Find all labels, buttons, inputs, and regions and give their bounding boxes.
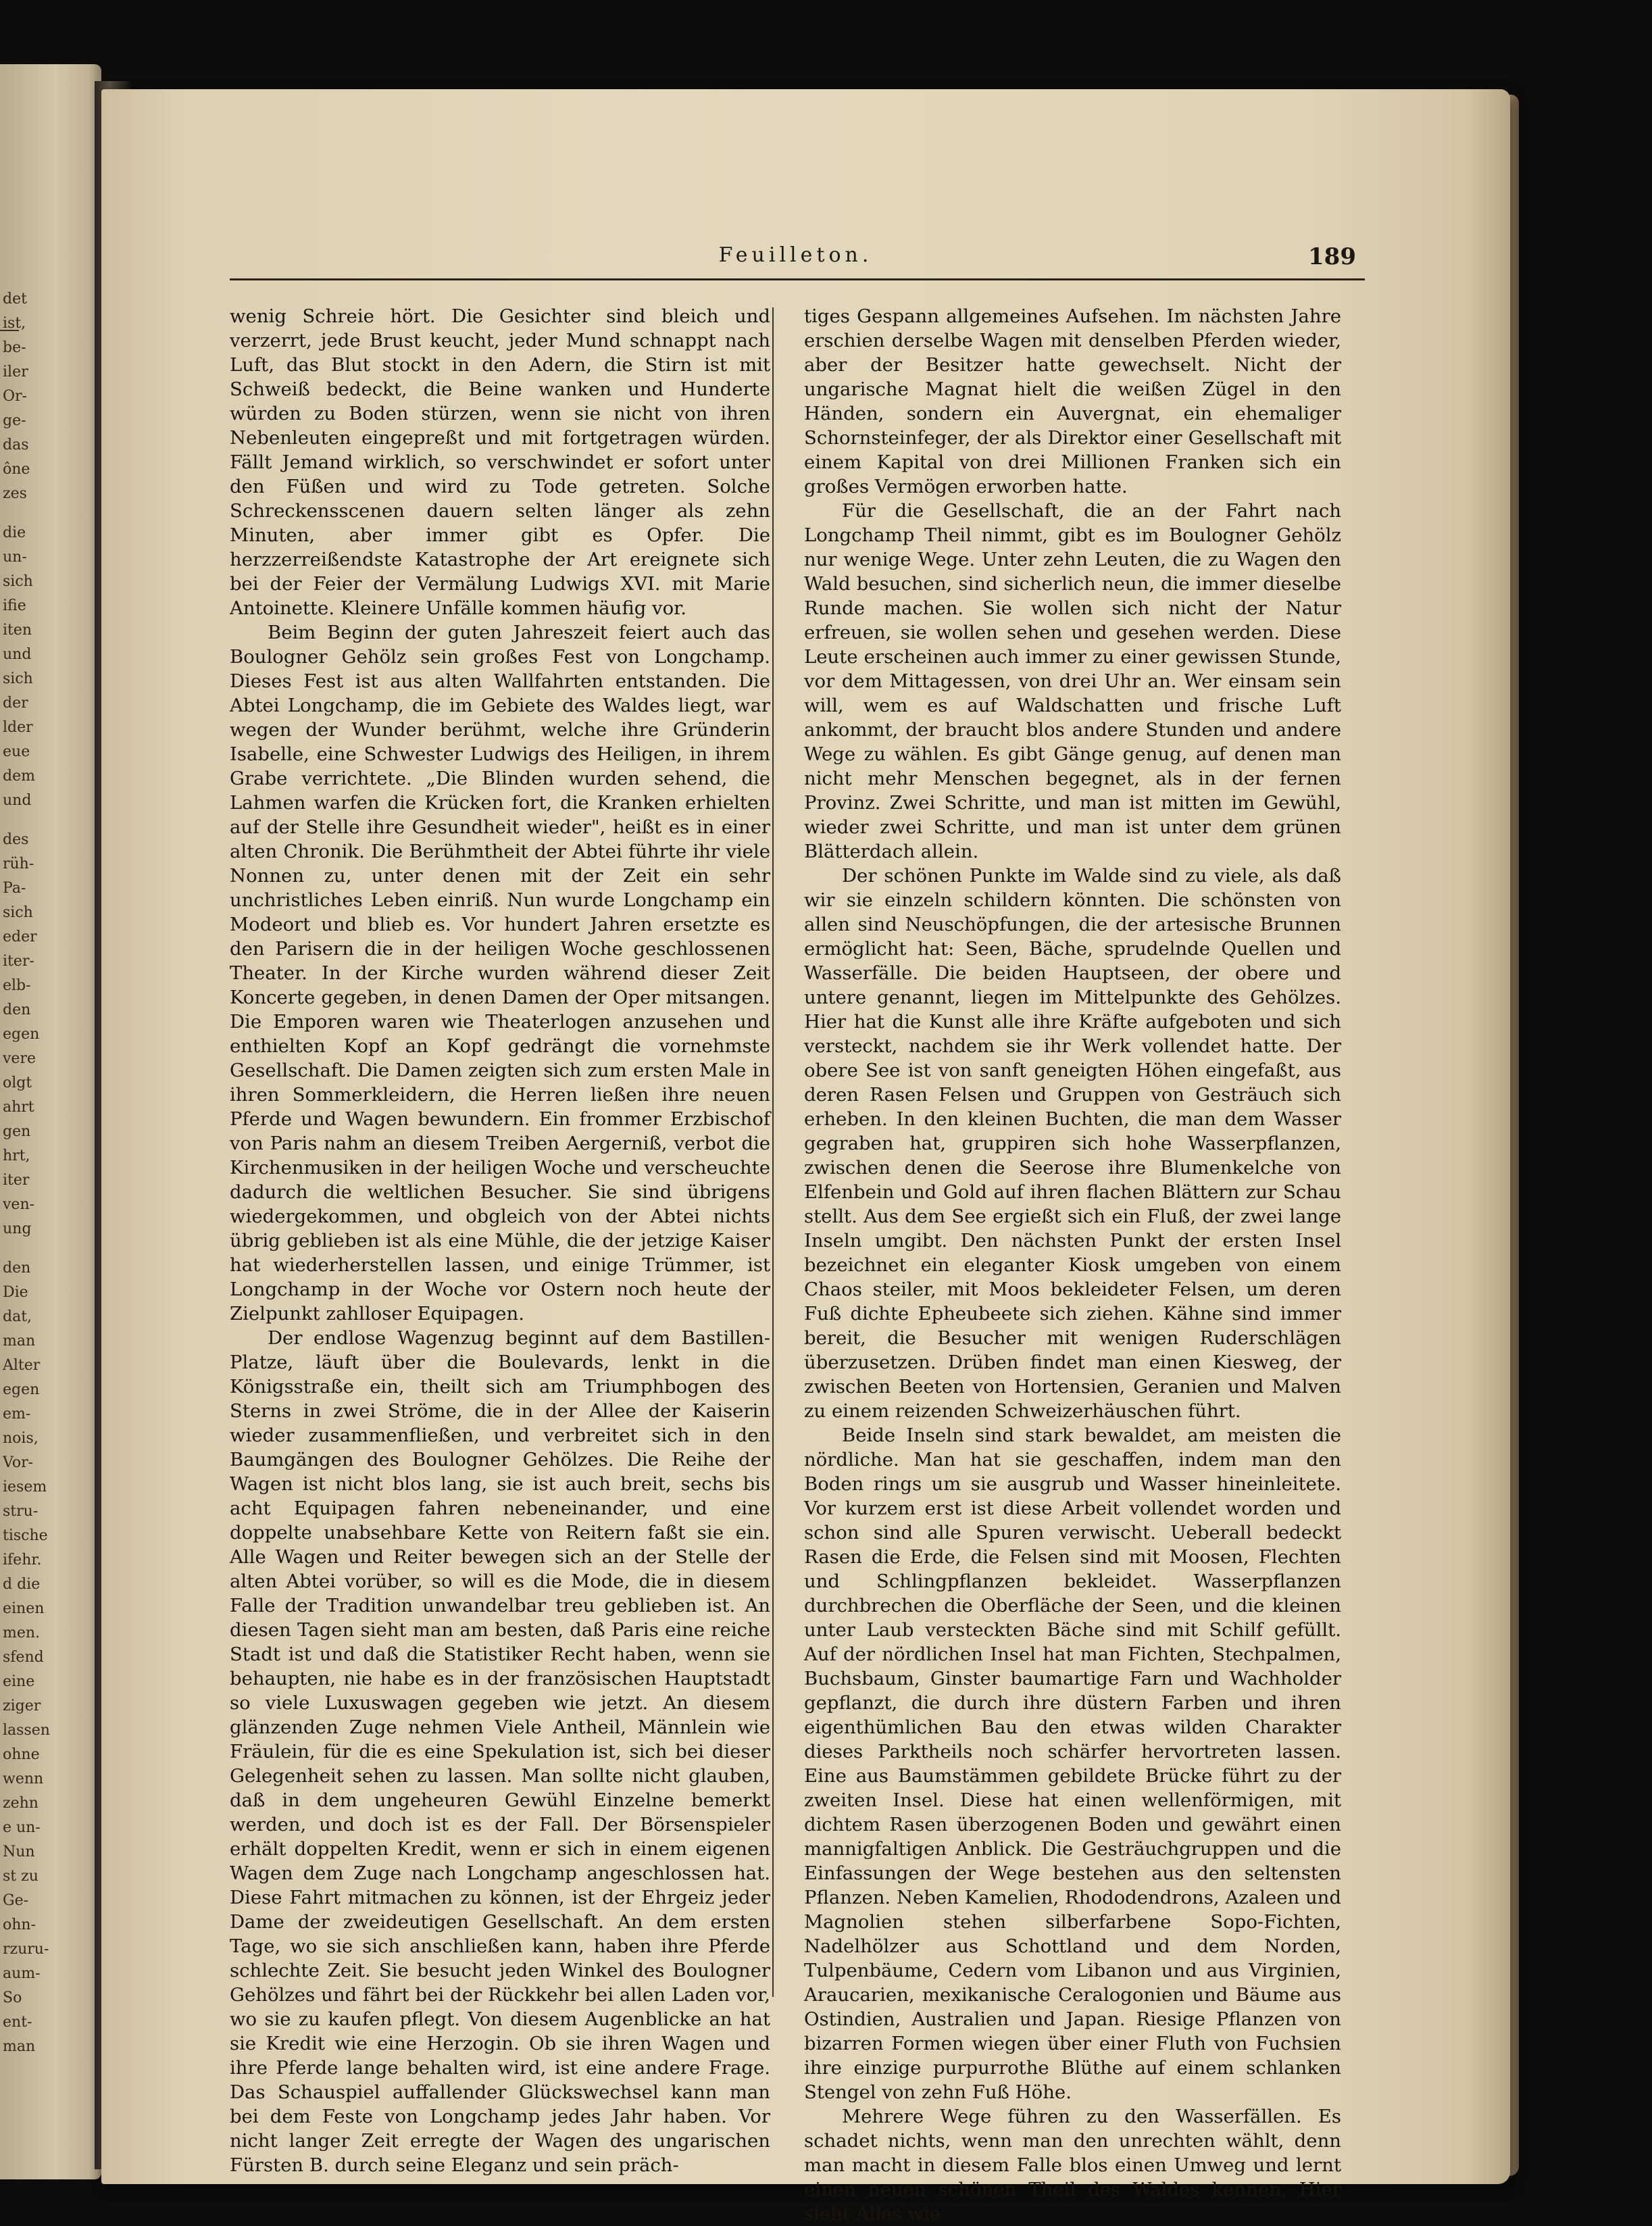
page-number: 189	[1308, 243, 1356, 270]
facing-page-line: egen	[3, 1026, 40, 1043]
column-divider	[772, 307, 774, 1997]
facing-page-line: d die	[3, 1576, 41, 1593]
facing-page-line: ge-	[3, 412, 26, 429]
facing-page-line: ung	[3, 1220, 32, 1237]
facing-page-line: man	[3, 1333, 36, 1350]
facing-page-line: ahrt	[3, 1099, 34, 1116]
facing-page-line: man	[3, 2038, 36, 2055]
paragraph: Für die Gesellschaft, die an der Fahrt nach Longchamp Theil nimmt, gibt es im Boulogner Gehölz nur wenige Wege. Unter zehn Leuten, die zu Wagen den Wald besuchen, sind sicherlich neun, die immer dieselbe Runde machen. Sie wollen sich nicht der Natur erfreuen, sie wollen sehen und gesehen werden. Diese Leute erscheinen auch immer zu einer gewissen Stunde, vor dem Mittagessen, von drei Uhr an. Wer einsam sein will, wem es auf Waldschatten und frische Luft ankommt, der braucht blos andere Stunden und andere Wege zu wählen. Es gibt Gänge genug, auf denen man nicht mehr Menschen begegnet, als in der fernen Provinz. Zwei Schritte, und man ist mitten im Gewühl, wieder zwei Schritte, und man ist unter dem grünen Blätterdach allein.	[804, 500, 1341, 862]
facing-page-line: den	[3, 1260, 31, 1277]
facing-page-line: iter-	[3, 953, 34, 970]
facing-page-line: st zu	[3, 1868, 39, 1885]
facing-page-line: Nun	[3, 1844, 35, 1860]
facing-page-line: des	[3, 831, 29, 848]
running-head: Feuilleton.	[718, 243, 873, 267]
facing-page-line: men.	[3, 1625, 41, 1641]
facing-page-line: iler	[3, 364, 28, 380]
facing-page-line: vere	[3, 1050, 36, 1067]
facing-page-line: Die	[3, 1284, 28, 1301]
facing-page-line: dat,	[3, 1308, 32, 1325]
facing-page-line: det	[3, 291, 27, 307]
facing-page-line: Or-	[3, 388, 27, 405]
facing-page-line: eder	[3, 929, 37, 945]
facing-page-line: eine	[3, 1673, 35, 1690]
page-header	[230, 243, 1361, 284]
facing-page-line: zehn	[3, 1795, 39, 1812]
facing-page-line: be-	[3, 339, 26, 356]
facing-page-line: ven-	[3, 1196, 35, 1213]
facing-page-line: Alter	[3, 1357, 41, 1374]
facing-page-line: ist,	[3, 315, 26, 332]
facing-page-line: nois,	[3, 1430, 39, 1447]
facing-page-edge	[0, 64, 101, 2179]
facing-page-line: rüh-	[3, 856, 34, 872]
facing-page-line: zes	[3, 485, 27, 502]
text-column-right	[804, 304, 1341, 2226]
facing-page-line: hrt,	[3, 1147, 30, 1164]
facing-page-line: den	[3, 1001, 31, 1018]
paragraph: Der endlose Wagenzug beginnt auf dem Bastillen-Platze, läuft über die Boulevards, lenkt in die Königsstraße ein, theilt sich am Triumphbogen des Sterns in zwei Ströme, die in der Allee der Kaiserin wieder zusammenfließen, und verbreitet sich in den Baumgängen des Boulogner Gehölzes. Die Reihe der Wagen ist nicht blos lang, sie ist auch breit, sechs bis acht Equipagen fahren nebeneinander, und eine doppelte unabsehbare Kette von Reitern faßt sie ein. Alle Wagen und Reiter bewegen sich an der Stelle der alten Abtei vorüber, so will es die Mode, die in diesem Falle der Tradition unwandelbar treu geblieben ist. An diesen Tagen sieht man am besten, daß Paris eine reiche Stadt ist und daß die Statistiker Recht haben, wenn sie behaupten, nie habe es in der französischen Hauptstadt so viele Luxuswagen gegeben wie jetzt. An diesem glänzenden Zuge nehmen Viele Antheil, Männlein wie Fräulein, für die es eine Spekulation ist, sich bei dieser Gelegenheit sehen zu lassen. Man sollte nicht glauben, daß in dem ungeheuren Gewühl Einzelne bemerkt werden, und doch ist es der Fall. Der Börsenspieler erhält doppelten Kredit, wenn er sich in einem eigenen Wagen dem Zuge nach Longchamp angeschlossen hat. Diese Fahrt mitmachen zu können, ist der Ehrgeiz jeder Dame der zweideutigen Gesellschaft. An dem ersten Tage, wo sie sich anschließen kann, haben ihre Pferde schlechte Zeit. Sie besucht jeden Winkel des Boulogner Gehölzes und fährt bei der Rückkehr bei allen Laden vor, wo sie zu kaufen pflegt. Von diesem Augenblicke an hat sie Kredit wie eine Herzogin. Ob sie ihren Wagen und ihre Pferde lange behalten wird, ist eine andere Frage. Das Schauspiel auffallender Glückswechsel kann man bei dem Feste von Longchamp jedes Jahr haben. Vor nicht langer Zeit erregte der Wagen des ungarischen Fürsten B. durch seine Eleganz und sein präch-	[230, 1327, 770, 2176]
facing-page-line: eue	[3, 743, 30, 760]
facing-page-line: sich	[3, 670, 33, 687]
paragraph: Beim Beginn der guten Jahreszeit feiert auch das Boulogner Gehölz sein großes Fest von Longchamp. Dieses Fest ist aus alten Wallfahrten entstanden. Die Abtei Longchamp, die im Gebiete des Waldes liegt, war wegen der Wunder berühmt, welche ihre Gründerin Isabelle, eine Schwester Ludwigs des Heiligen, in ihrem Grabe verrichtete. „Die Blinden wurden sehend, die Lahmen warfen die Krücken fort, die Kranken erhielten auf der Stelle ihre Gesundheit wieder", heißt es in einer alten Chronik. Die Berühmtheit der Abtei führte ihr viele Nonnen zu, unter denen mit der Zeit ein sehr unchristliches Leben einriß. Nun wurde Longchamp ein Modeort und blieb es. Vor hundert Jahren ersetzte es den Parisern die in der heiligen Woche geschlossenen Theater. In der Kirche wurden während dieser Zeit Koncerte gegeben, in denen Damen der Oper mitsangen. Die Emporen waren wie Theaterlogen anzusehen und enthielten Kopf an Kopf gedrängt die vornehmste Gesellschaft. Die Damen zeigten sich zum ersten Male in ihren Sommerkleidern, die Herren ließen ihre neuen Pferde und Wagen bewundern. Ein frommer Erzbischof von Paris nahm an diesem Treiben Aergerniß, verbot die Kirchenmusiken in der heiligen Woche und verscheuchte dadurch die weltlichen Besucher. Sie sind übrigens wiedergekommen, und obgleich von der Abtei nichts übrig geblieben ist als eine Mühle, die der jetzige Kaiser hat wiederherstellen lassen, und einige Trümmer, ist Longchamp in der Woche vor Ostern noch heute der Zielpunkt zahlloser Equipagen.	[230, 622, 770, 1325]
facing-page-line: die	[3, 524, 26, 541]
facing-page-line: elb-	[3, 977, 31, 994]
facing-page-line: em-	[3, 1406, 31, 1423]
facing-page-line: sfend	[3, 1649, 44, 1666]
facing-page-line: dem	[3, 768, 35, 785]
facing-page-line: rzuru-	[3, 1941, 49, 1958]
facing-page-line: So	[3, 1989, 22, 2006]
facing-page-line: ifehr.	[3, 1552, 42, 1568]
paragraph: Mehrere Wege führen zu den Wasserfällen. Es schadet nichts, wenn man den unrechten wählt, denn man macht in diesem Falle blos einen Umweg und lernt einen neuen schönen Theil des Waldes kennen. Hier sieht Alles wie	[804, 2106, 1341, 2225]
facing-page-line: gen	[3, 1123, 31, 1140]
facing-page-line: ohn-	[3, 1916, 36, 1933]
facing-page-line: Ge-	[3, 1892, 29, 1909]
facing-page-line: e un-	[3, 1819, 41, 1836]
facing-page-line: lassen	[3, 1722, 50, 1739]
header-rule	[230, 278, 1365, 280]
facing-page-line: olgt	[3, 1074, 32, 1091]
facing-page-line: ône	[3, 461, 30, 478]
facing-page-line: stru-	[3, 1503, 39, 1520]
facing-page-line: iter	[3, 1172, 30, 1189]
facing-page-line: sich	[3, 573, 33, 590]
facing-page-line: un-	[3, 549, 27, 566]
facing-page-line: ifie	[3, 597, 26, 614]
facing-page-line: ohne	[3, 1746, 40, 1763]
facing-page-line: egen	[3, 1381, 40, 1398]
facing-page-line: der	[3, 695, 28, 712]
facing-page-line: und	[3, 646, 32, 663]
paragraph: wenig Schreie hört. Die Gesichter sind bleich und verzerrt, jede Brust keucht, jeder Mund schnappt nach Luft, das Blut stockt in den Adern, die Stirn ist mit Schweiß bedeckt, die Beine wanken und Hunderte würden zu Boden stürzen, wenn sie nicht von ihren Nebenleuten eingepreßt und mit fortgetragen würden. Fällt Jemand wirklich, so verschwindet er sofort unter den Füßen und wird zu Tode getreten. Solche Schreckensscenen dauern selten länger als zehn Minuten, aber immer gibt es Opfer. Die herzzerreißendste Katastrophe der Art ereignete sich bei der Feier der Vermälung Ludwigs XVI. mit Marie Antoinette. Kleinere Unfälle kommen häufig vor.	[230, 305, 770, 619]
facing-page-line: lder	[3, 719, 33, 736]
facing-page-line: iten	[3, 622, 32, 639]
facing-page-line: Pa-	[3, 880, 26, 897]
paragraph: tiges Gespann allgemeines Aufsehen. Im nächsten Jahre erschien derselbe Wagen mit denselben Pferden wieder, aber der Besitzer hatte gewechselt. Nicht der ungarische Magnat hielt die weißen Zügel in den Händen, sondern ein Auvergnat, ein ehemaliger Schornsteinfeger, der als Direktor einer Gesellschaft mit einem Kapital von drei Millionen Franken sich ein großes Vermögen erworben hatte.	[804, 305, 1341, 497]
facing-page-line: das	[3, 437, 29, 453]
facing-page-line: und	[3, 792, 32, 809]
facing-page-line: sich	[3, 904, 33, 921]
facing-page-line: tische	[3, 1527, 48, 1544]
facing-page-line: aum-	[3, 1965, 41, 1982]
facing-page-line: ziger	[3, 1698, 41, 1714]
facing-page-line: Vor-	[3, 1454, 34, 1471]
paragraph: Beide Inseln sind stark bewaldet, am meisten die nördliche. Man hat sie geschaffen, indem man den Boden rings um sie ausgrub und Wasser hineinleitete. Vor kurzem erst ist diese Arbeit vollendet worden und schon sind alle Spuren verwischt. Ueberall bedeckt Rasen die Erde, die Felsen sind mit Moosen, Flechten und Schlingpflanzen bekleidet. Wasserpflanzen durchbrechen die Oberfläche der Seen, und die kleinen unter Laub versteckten Bäche sind mit Schilf gefüllt. Auf der nördlichen Insel hat man Fichten, Stechpalmen, Buchsbaum, Ginster baumartige Farn und Wachholder gepflanzt, die durch ihre düstern Farben und ihren eigenthümlichen Bau den etwas wilden Charakter dieses Parktheils noch schärfer hervortreten lassen. Eine aus Baumstämmen gebildete Brücke führt zu der zweiten Insel. Diese hat einen wellenförmigen, mit dichtem Rasen überzogenen Boden und gewährt einen mannigfaltigen Anblick. Die Gesträuchgruppen und die Einfassungen der Wege bestehen aus den seltensten Pflanzen. Neben Kamelien, Rhododendrons, Azaleen und Magnolien stehen silberfarbene Sopo-Fichten, Nadelhölzer aus Schottland und dem Norden, Tulpenbäume, Cedern vom Libanon und aus Virginien, Araucarien, mexikanische Ceralogonien und Bäume aus Ostindien, Australien und Japan. Riesige Pflanzen von bizarren Formen wiegen über einer Fluth von Fuchsien ihre einzige purpurrothe Blüthe auf einem schlanken Stengel von zehn Fuß Höhe.	[804, 1425, 1341, 2103]
facing-page-line: wenn	[3, 1771, 44, 1787]
facing-page-line: ent-	[3, 2014, 32, 2031]
facing-page-line: iesem	[3, 1479, 47, 1495]
text-column-left	[230, 304, 770, 2177]
facing-page-line: einen	[3, 1600, 45, 1617]
paragraph: Der schönen Punkte im Walde sind zu viele, als daß wir sie einzeln schildern könnten. Die schönsten von allen sind Neuschöpfungen, die der artesische Brunnen ermöglicht hat: Seen, Bäche, sprudelnde Quellen und Wasserfälle. Die beiden Hauptseen, der obere und untere genannt, liegen im Mittelpunkte des Gehölzes. Hier hat die Kunst alle ihre Kräfte aufgeboten und sich versteckt, nachdem sie ihr Werk vollendet hatte. Der obere See ist von sanft geneigten Höhen eingefaßt, aus deren Rasen Felsen und Gruppen von Gesträuch sich erheben. In den kleinen Buchten, die man dem Wasser gegraben hat, gruppiren sich hohe Wasserpflanzen, zwischen denen die Seerose ihre Blumenkelche von Elfenbein und Gold auf ihren flachen Blättern zur Schau stellt. Aus dem See ergießt sich ein Fluß, der zwei lange Inseln umgibt. Den nächsten Punkt der ersten Insel bezeichnet ein eleganter Kiosk umgeben von einem Chaos steiler, mit Moos bekleideter Felsen, um deren Fuß dichte Epheubeete sich ziehen. Kähne sind immer bereit, die Besucher mit wenigen Ruderschlägen überzusetzen. Drüben findet man einen Kiesweg, der zwischen Beeten von Hortensien, Geranien und Malven zu einem reizenden Schweizerhäuschen führt.	[804, 865, 1341, 1422]
